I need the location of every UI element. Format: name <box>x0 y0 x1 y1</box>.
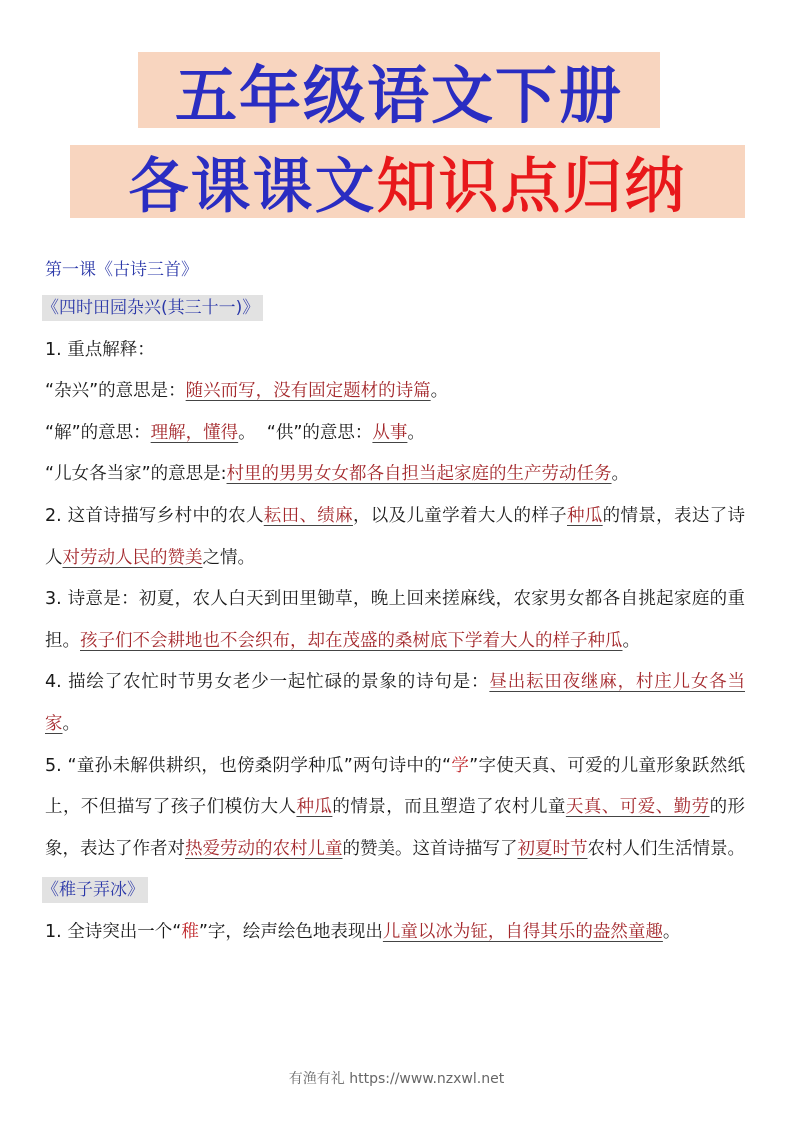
punctuation: 。 <box>430 381 449 402</box>
answer-text: 初夏时节 <box>517 838 588 859</box>
item-5 <box>45 746 745 871</box>
body-text: 之情。 <box>202 547 255 568</box>
poem2-item-1 <box>45 912 745 954</box>
body-text: 农村人们生活情景。 <box>587 838 745 859</box>
answer-text: 村里的男男女女都各自担当起家庭的生产劳动任务 <box>226 464 612 485</box>
answer-text: 天真、可爱、勤劳 <box>565 797 710 818</box>
definition-label: “杂兴”的意思是： <box>45 381 186 402</box>
document-body <box>42 252 746 954</box>
body-text: 的形象，表达了作者对 <box>45 797 746 859</box>
definition-label: “解”的意思： <box>45 422 151 443</box>
body-text: 4. 描绘了农忙时节男女老少一起忙碌的景象的诗句是： <box>45 672 490 693</box>
item-2 <box>45 496 745 579</box>
punctuation: 。 <box>622 630 640 651</box>
definition-label: 。 “供”的意思： <box>238 422 373 443</box>
highlight-char: 学 <box>451 755 470 776</box>
definition-ernv <box>45 454 745 496</box>
answer-text: 耘田、绩麻 <box>263 505 353 526</box>
watermark: 有渔有礼 https://www.nzxwl.net <box>288 1071 505 1087</box>
highlight-char: 稚 <box>181 921 199 942</box>
body-text: 的情景，表达了诗人 <box>45 505 746 568</box>
punctuation: 。 <box>662 921 681 942</box>
item-3 <box>45 579 745 662</box>
body-text: ”字使天真、可爱的儿童形象跃然纸上，不但描写了孩子们模仿大人 <box>45 755 745 818</box>
title-line2-blue: 各课课文 <box>128 151 377 222</box>
body-text: 2. 这首诗描写乡村中的农人 <box>45 505 264 526</box>
poem-title: 《稚子弄冰》 <box>42 877 148 903</box>
body-text: 3. 诗意是：初夏，农人白天到田里锄草，晚上回来搓麻线，农家男女都各自挑起家庭的重担。 <box>45 589 745 651</box>
body-text: ”字，绘声绘色地表现出 <box>198 921 383 942</box>
item-4 <box>45 662 745 745</box>
answer-text: 种瓜 <box>296 797 333 818</box>
answer-text: 昼出耘田夜继麻，村庄儿女各当家 <box>45 672 745 734</box>
title-line1: 五年级语文下册 <box>174 58 623 132</box>
answer-text: 种瓜 <box>567 505 603 526</box>
definition-zaxing <box>45 371 745 413</box>
definition-label: “儿女各当家”的意思是: <box>45 464 227 485</box>
answer-text: 孩子们不会耕地也不会织布，却在茂盛的桑树底下学着大人的样子种瓜 <box>80 630 623 651</box>
answer-text: 随兴而写，没有固定题材的诗篇 <box>185 381 431 402</box>
title-banner-line1 <box>138 52 660 132</box>
body-text: 的赞美。这首诗描写了 <box>342 838 518 859</box>
item-1-label: 1. 重点解释： <box>45 339 155 360</box>
punctuation: 。 <box>407 422 425 443</box>
answer-text: 对劳动人民的赞美 <box>62 547 203 568</box>
body-text: ，以及儿童学着大人的样子 <box>352 505 567 526</box>
title-banner-line2 <box>70 145 745 222</box>
title-line2-red: 知识点归纳 <box>376 151 687 222</box>
punctuation: 。 <box>611 464 630 485</box>
poem-title: 《四时田园杂兴(其三十一)》 <box>42 295 263 321</box>
answer-text: 从事 <box>372 422 408 443</box>
lesson-heading: 第一课《古诗三首》 <box>45 260 198 280</box>
answer-text: 理解，懂得 <box>150 422 239 443</box>
answer-text: 热爱劳动的农村儿童 <box>185 838 343 859</box>
body-text: 1. 全诗突出一个“ <box>45 921 182 942</box>
answer-text: 儿童以冰为钲，自得其乐的盎然童趣 <box>382 921 663 942</box>
body-text: 5. “童孙未解供耕织，也傍桑阴学种瓜”两句诗中的“ <box>45 755 452 776</box>
definition-jie-gong <box>45 413 745 455</box>
body-text: 的情景，而且塑造了农村儿童 <box>332 797 566 818</box>
punctuation: 。 <box>62 713 80 734</box>
